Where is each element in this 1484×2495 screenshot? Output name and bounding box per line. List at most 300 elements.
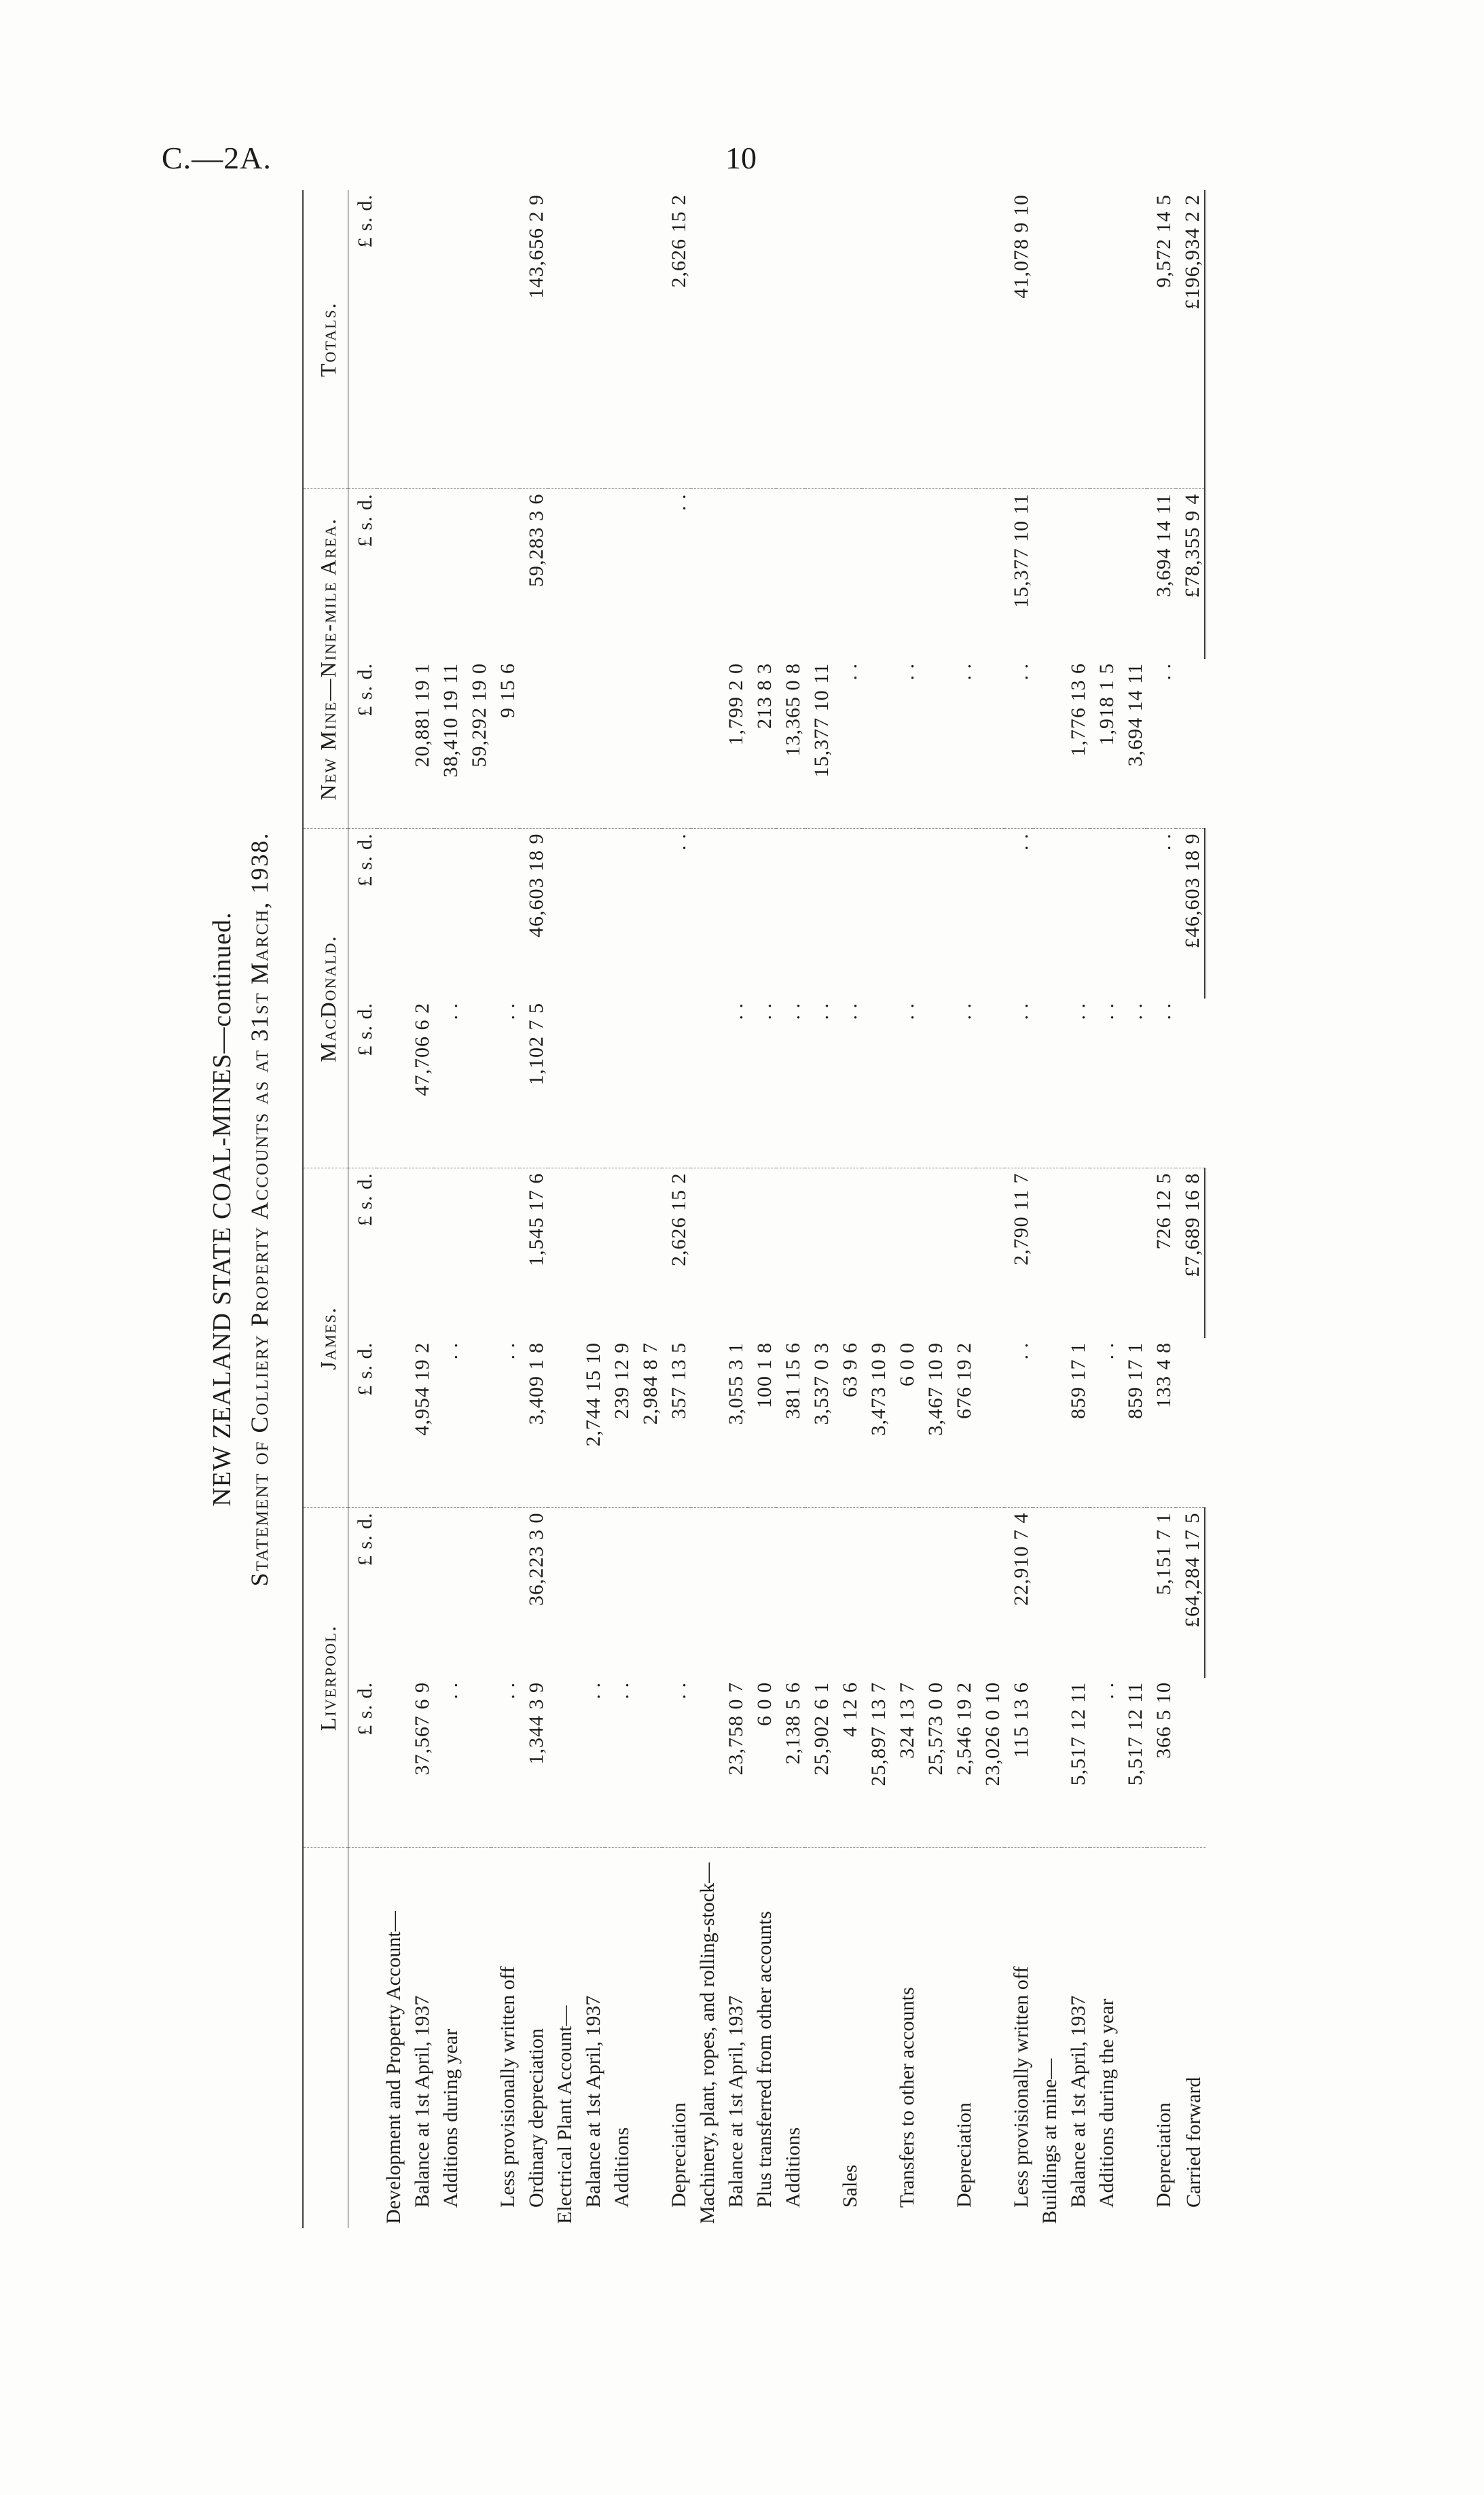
cell-c4a: [1176, 659, 1206, 829]
cell-c2b: [605, 1168, 634, 1338]
cell-c1b: 5,151 7 1: [1153, 1512, 1175, 1595]
unit-label: £ s. d.: [348, 1338, 378, 1508]
cell-c2a: 2,984 8 7: [634, 1338, 662, 1508]
cell-c1b: [862, 1508, 890, 1678]
cell-c3b: [691, 829, 719, 999]
cell-c3b: . .: [1010, 833, 1032, 850]
cell-c1a: . .: [662, 1678, 691, 1848]
cell-c4a: [577, 659, 605, 829]
cell-c4b: [890, 489, 919, 659]
unit-label: £ s. d.: [348, 659, 378, 829]
cell-c3b: [463, 829, 491, 999]
cell-c2b: [748, 1168, 776, 1338]
page-ref: C.—2A.: [162, 141, 272, 175]
cell-c3b: [548, 829, 577, 999]
cell-c1a: . .: [434, 1678, 463, 1848]
cell-c4b: [577, 489, 605, 659]
row-label: Development and Property Account—: [382, 1911, 405, 2224]
table-row: [548, 190, 577, 2228]
cell-c1a: 25,573 0 0: [919, 1678, 947, 1848]
row-label: Transfers to other accounts: [896, 1987, 918, 2208]
cell-c2a: [548, 1338, 577, 1508]
cell-c3b: [1090, 829, 1119, 999]
cell-c4a: 20,881 19 1: [405, 659, 434, 829]
accounts-table: [302, 190, 1206, 2228]
cell-c4a: 38,410 19 11: [434, 659, 463, 829]
table-row: [1005, 190, 1033, 2228]
cell-c4b: [405, 489, 434, 659]
cell-c3a: . .: [1090, 999, 1119, 1168]
cell-c1a: . .: [605, 1678, 634, 1848]
table-row: [890, 190, 919, 2228]
cell-c5: [805, 190, 833, 489]
cell-c3b: [976, 829, 1005, 999]
cell-c4b: 59,283 3 6: [525, 493, 547, 587]
cell-c2b: [947, 1168, 976, 1338]
cell-c1a: 5,517 12 11: [1119, 1678, 1147, 1848]
row-label: Depreciation: [953, 2102, 975, 2208]
cell-c2b: [1119, 1168, 1147, 1338]
table-row: [520, 190, 548, 2228]
cell-c2a: 859 17 1: [1062, 1338, 1090, 1508]
table-row: [662, 190, 691, 2228]
cell-c4a: . .: [833, 659, 862, 829]
cell-c1b: [1090, 1508, 1119, 1678]
table-row: [1062, 190, 1090, 2228]
cell-c4a: [1033, 659, 1062, 829]
cell-c2b: [976, 1168, 1005, 1338]
cell-c2b: [1062, 1168, 1090, 1338]
table-row: [434, 190, 463, 2228]
cell-c3a: . .: [890, 999, 919, 1168]
cell-c3b: [1033, 829, 1062, 999]
row-label: Electrical Plant Account—: [554, 2005, 576, 2224]
row-label: [976, 1848, 1005, 2228]
cell-c2b: [691, 1168, 719, 1338]
cell-c2b: [434, 1168, 463, 1338]
unit-label: £ s. d.: [348, 190, 378, 489]
cell-c1a: [691, 1678, 719, 1848]
cell-c2b: [405, 1168, 434, 1338]
table-row: [776, 190, 805, 2228]
row-label: [1119, 1848, 1147, 2228]
cell-c4b: [1119, 489, 1147, 659]
cell-c3a: . .: [1062, 999, 1090, 1168]
cell-c2a: [1176, 1338, 1206, 1508]
cell-c1b: [577, 1508, 605, 1678]
cell-c5: [548, 190, 577, 489]
row-label: [634, 1848, 662, 2228]
row-label: Additions during the year: [1096, 1998, 1118, 2208]
cell-c1a: [1033, 1678, 1062, 1848]
cell-c3a: [548, 999, 577, 1168]
cell-c2a: 357 13 5: [662, 1338, 691, 1508]
cell-c4b: [1090, 489, 1119, 659]
cell-c3b: [919, 829, 947, 999]
cell-c2b: £7,689 16 8: [1176, 1168, 1206, 1338]
cell-c1a: 324 13 7: [890, 1678, 919, 1848]
page-number: 10: [725, 141, 757, 175]
cell-c5: £196,934 2 2: [1176, 190, 1206, 489]
statement-subtitle: Statement of Colliery Property Accounts as at 31st March, 1938.: [246, 831, 273, 1587]
table-row: [605, 190, 634, 2228]
cell-c1b: [634, 1508, 662, 1678]
cell-c3a: . .: [434, 999, 463, 1168]
cell-c5: [605, 190, 634, 489]
cell-c3b: [862, 829, 890, 999]
row-label: Balance at 1st April, 1937: [725, 1995, 747, 2208]
cell-c1b: [605, 1508, 634, 1678]
document-title: NEW ZEALAND STATE COAL-MINES—continued.: [208, 912, 236, 1507]
cell-c1b: [1119, 1508, 1147, 1678]
cell-c1a: 6 0 0: [748, 1678, 776, 1848]
cell-c1b: [748, 1508, 776, 1678]
cell-c1a: 23,026 0 10: [976, 1678, 1005, 1848]
cell-c2b: [862, 1168, 890, 1338]
table-row: [377, 190, 405, 2228]
cell-c3a: [862, 999, 890, 1168]
cell-c1a: 5,517 12 11: [1062, 1678, 1090, 1848]
cell-c4a: . .: [1005, 659, 1033, 829]
cell-c2a: . .: [1005, 1338, 1033, 1508]
cell-c5: [1119, 190, 1147, 489]
cell-c3a: . .: [748, 999, 776, 1168]
cell-c5: [1090, 190, 1119, 489]
cell-c4b: [377, 489, 405, 659]
cell-c4b: [776, 489, 805, 659]
row-label: Ordinary depreciation: [525, 2028, 547, 2208]
cell-c1b: [719, 1508, 748, 1678]
cell-c4b: 3,694 14 11: [1153, 493, 1175, 597]
row-label: Balance at 1st April, 1937: [1067, 1995, 1089, 2208]
cell-c4b: [719, 489, 748, 659]
cell-c1b: £64,284 17 5: [1176, 1508, 1206, 1678]
header-liverpool: Liverpool.: [303, 1508, 348, 1848]
cell-c1a: [548, 1678, 577, 1848]
cell-c2a: [463, 1338, 491, 1508]
header-totals: Totals.: [303, 190, 348, 489]
cell-c1a: [1176, 1678, 1206, 1848]
row-label: Plus transferred from other accounts: [753, 1911, 776, 2208]
cell-c5: 9,572 14 5: [1147, 190, 1176, 489]
cell-c2a: [1033, 1338, 1062, 1508]
cell-c5: [463, 190, 491, 489]
cell-c4a: [862, 659, 890, 829]
cell-c5: [833, 190, 862, 489]
row-label: [862, 1848, 890, 2228]
cell-c2b: [377, 1168, 405, 1338]
cell-c4a: [520, 659, 548, 829]
cell-c2a: 3,467 10 9: [919, 1338, 947, 1508]
table-row: [719, 190, 748, 2228]
cell-c2a: 676 19 2: [947, 1338, 976, 1508]
cell-c2a: . .: [434, 1338, 463, 1508]
cell-c2b: [833, 1168, 862, 1338]
cell-c1a: 2,138 5 6: [776, 1678, 805, 1848]
cell-c1a: 1,344 3 9: [520, 1678, 548, 1848]
cell-c2a: [377, 1338, 405, 1508]
row-label: Buildings at mine—: [1038, 2058, 1061, 2224]
cell-c2b: [634, 1168, 662, 1338]
cell-c2a: 3,409 1 8: [520, 1338, 548, 1508]
cell-c3a: 47,706 6 2: [405, 999, 434, 1168]
cell-c3a: [919, 999, 947, 1168]
row-label: Carried forward: [1182, 2077, 1205, 2208]
unit-label: £ s. d.: [348, 999, 378, 1168]
cell-c4a: 1,776 13 6: [1062, 659, 1090, 829]
cell-c5: [776, 190, 805, 489]
cell-c2b: 1,545 17 6: [525, 1172, 547, 1266]
cell-c2a: 4,954 19 2: [405, 1338, 434, 1508]
table-row: [805, 190, 833, 2228]
cell-c2a: 239 12 9: [605, 1338, 634, 1508]
cell-c4a: . .: [890, 659, 919, 829]
row-label: [805, 1848, 833, 2228]
header-james: James.: [303, 1168, 348, 1508]
cell-c5: [947, 190, 976, 489]
cell-c2b: [890, 1168, 919, 1338]
cell-c2b: [919, 1168, 947, 1338]
table-row: [1147, 190, 1176, 2228]
cell-c5: 2,626 15 2: [662, 190, 691, 489]
cell-c2a: 3,473 10 9: [862, 1338, 890, 1508]
row-label: Sales: [839, 2164, 861, 2208]
unit-label: £ s. d.: [354, 833, 376, 887]
cell-c3b: [833, 829, 862, 999]
cell-c4b: [919, 489, 947, 659]
cell-c1a: [377, 1678, 405, 1848]
row-label: Additions during year: [439, 2028, 462, 2208]
table-row: [634, 190, 662, 2228]
cell-c3a: [605, 999, 634, 1168]
cell-c3b: . .: [668, 833, 690, 850]
cell-c4b: [605, 489, 634, 659]
cell-c3b: [634, 829, 662, 999]
cell-c4b: [862, 489, 890, 659]
cell-c1b: [776, 1508, 805, 1678]
cell-c5: [405, 190, 434, 489]
table-row: [405, 190, 434, 2228]
cell-c5: [491, 190, 520, 489]
cell-c2b: [491, 1168, 520, 1338]
cell-c4b: £78,355 9 4: [1176, 489, 1206, 659]
cell-c2a: 100 1 8: [748, 1338, 776, 1508]
cell-c1a: 2,546 19 2: [947, 1678, 976, 1848]
unit-label: £ s. d.: [354, 493, 376, 548]
cell-c1b: [405, 1508, 434, 1678]
cell-c2a: 2,744 15 10: [577, 1338, 605, 1508]
cell-c3b: [1119, 829, 1147, 999]
cell-c1b: [691, 1508, 719, 1678]
cell-c4b: [1033, 489, 1062, 659]
cell-c2b: [776, 1168, 805, 1338]
cell-c3b: [748, 829, 776, 999]
cell-c1a: 25,897 13 7: [862, 1678, 890, 1848]
cell-c5: [577, 190, 605, 489]
row-label: Machinery, plant, ropes, and rolling-stock—: [696, 1862, 719, 2224]
cell-c1a: . .: [491, 1678, 520, 1848]
cell-c3a: 1,102 7 5: [520, 999, 548, 1168]
cell-c2a: 6 0 0: [890, 1338, 919, 1508]
cell-c2a: 859 17 1: [1119, 1338, 1147, 1508]
row-label: Balance at 1st April, 1937: [582, 1995, 604, 2208]
cell-c3b: £46,603 18 9: [1176, 829, 1206, 999]
cell-c1a: 4 12 6: [833, 1678, 862, 1848]
row-label: Depreciation: [668, 2102, 690, 2208]
table-row: [1033, 190, 1062, 2228]
cell-c4a: 213 8 3: [748, 659, 776, 829]
cell-c5: [890, 190, 919, 489]
cell-c5: [634, 190, 662, 489]
table-row: [1090, 190, 1119, 2228]
header-macdonald: MacDonald.: [303, 829, 348, 1168]
cell-c3b: [947, 829, 976, 999]
row-label: Depreciation: [1153, 2102, 1175, 2208]
cell-c5: [1033, 190, 1062, 489]
cell-c1b: [890, 1508, 919, 1678]
cell-c4b: [1062, 489, 1090, 659]
cell-c4b: [833, 489, 862, 659]
table-row: [463, 190, 491, 2228]
row-label: [919, 1848, 947, 2228]
cell-c2b: [1033, 1168, 1062, 1338]
row-label: Additions: [611, 2127, 633, 2208]
unit-label: £ s. d.: [354, 1172, 376, 1227]
cell-c5: [434, 190, 463, 489]
cell-c3b: [890, 829, 919, 999]
cell-c3a: . .: [776, 999, 805, 1168]
cell-c4b: 15,377 10 11: [1010, 493, 1032, 608]
table-row: [748, 190, 776, 2228]
header-blank: [303, 1848, 348, 2228]
cell-c1a: 366 5 10: [1147, 1678, 1176, 1848]
cell-c1a: . .: [577, 1678, 605, 1848]
cell-c3b: [405, 829, 434, 999]
cell-c3b: [719, 829, 748, 999]
unit-label: £ s. d.: [348, 1678, 378, 1848]
cell-c4a: [548, 659, 577, 829]
cell-c2a: 63 9 6: [833, 1338, 862, 1508]
cell-c4b: [463, 489, 491, 659]
cell-c2b: [577, 1168, 605, 1338]
cell-c3a: [691, 999, 719, 1168]
cell-c1b: [548, 1508, 577, 1678]
cell-c2a: [976, 1338, 1005, 1508]
cell-c3a: [1176, 999, 1206, 1168]
cell-c4b: [805, 489, 833, 659]
cell-c3a: . .: [1147, 999, 1176, 1168]
cell-c4a: [377, 659, 405, 829]
cell-c1a: 115 13 6: [1005, 1678, 1033, 1848]
table-row: [1176, 190, 1206, 2228]
cell-c4a: 1,918 1 5: [1090, 659, 1119, 829]
cell-c3a: [634, 999, 662, 1168]
cell-c4a: [634, 659, 662, 829]
table-row: [491, 190, 520, 2228]
row-label: Balance at 1st April, 1937: [411, 1995, 433, 2208]
cell-c2b: [463, 1168, 491, 1338]
table-row: [919, 190, 947, 2228]
cell-c2b: 2,790 11 7: [1010, 1172, 1032, 1266]
cell-c1b: [662, 1508, 691, 1678]
cell-c1b: [1062, 1508, 1090, 1678]
cell-c4a: [662, 659, 691, 829]
cell-c3a: [662, 999, 691, 1168]
cell-c1b: [1033, 1508, 1062, 1678]
table-row: [833, 190, 862, 2228]
cell-c4a: [976, 659, 1005, 829]
cell-c5: 143,656 2 9: [520, 190, 548, 489]
table-row: [1119, 190, 1147, 2228]
cell-c2a: . .: [1090, 1338, 1119, 1508]
cell-c2a: . .: [491, 1338, 520, 1508]
table-row: [947, 190, 976, 2228]
cell-c4b: [691, 489, 719, 659]
cell-c5: 41,078 9 10: [1005, 190, 1033, 489]
cell-c1a: [634, 1678, 662, 1848]
cell-c3b: 46,603 18 9: [525, 833, 547, 937]
cell-c3a: . .: [833, 999, 862, 1168]
row-label: Less provisionally written off: [496, 1966, 519, 2208]
cell-c1b: [919, 1508, 947, 1678]
cell-c4b: [634, 489, 662, 659]
cell-c4b: [748, 489, 776, 659]
cell-c3b: [805, 829, 833, 999]
header-new-mine: New Mine—Nine-mile Area.: [303, 489, 348, 829]
cell-c3b: [776, 829, 805, 999]
cell-c4b: [548, 489, 577, 659]
cell-c4a: [919, 659, 947, 829]
cell-c4a: . .: [947, 659, 976, 829]
row-label: [463, 1848, 491, 2228]
cell-c3b: [605, 829, 634, 999]
cell-c3a: [577, 999, 605, 1168]
cell-c2a: 3,055 3 1: [719, 1338, 748, 1508]
table-row: [577, 190, 605, 2228]
cell-c2b: 2,626 15 2: [668, 1172, 690, 1266]
cell-c4a: [605, 659, 634, 829]
cell-c4b: [976, 489, 1005, 659]
cell-c2b: [719, 1168, 748, 1338]
cell-c2b: [1090, 1168, 1119, 1338]
cell-c1b: [377, 1508, 405, 1678]
table-row: [862, 190, 890, 2228]
rotated-statement: [207, 190, 1294, 2228]
cell-c1b: [976, 1508, 1005, 1678]
cell-c3a: . .: [1119, 999, 1147, 1168]
cell-c3b: [577, 829, 605, 999]
cell-c3a: . .: [491, 999, 520, 1168]
cell-c5: [748, 190, 776, 489]
cell-c2b: [548, 1168, 577, 1338]
cell-c2a: [691, 1338, 719, 1508]
cell-c1a: 23,758 0 7: [719, 1678, 748, 1848]
cell-c1b: [434, 1508, 463, 1678]
cell-c3a: . .: [947, 999, 976, 1168]
cell-c5: [719, 190, 748, 489]
cell-c3b: [1062, 829, 1090, 999]
cell-c3a: . .: [805, 999, 833, 1168]
cell-c2b: [805, 1168, 833, 1338]
cell-c3a: [377, 999, 405, 1168]
cell-c5: [1062, 190, 1090, 489]
cell-c4a: 1,799 2 0: [719, 659, 748, 829]
cell-c4a: [691, 659, 719, 829]
cell-c4b: [491, 489, 520, 659]
cell-c3a: [1033, 999, 1062, 1168]
cell-c1a: 37,567 6 9: [405, 1678, 434, 1848]
cell-c5: [862, 190, 890, 489]
